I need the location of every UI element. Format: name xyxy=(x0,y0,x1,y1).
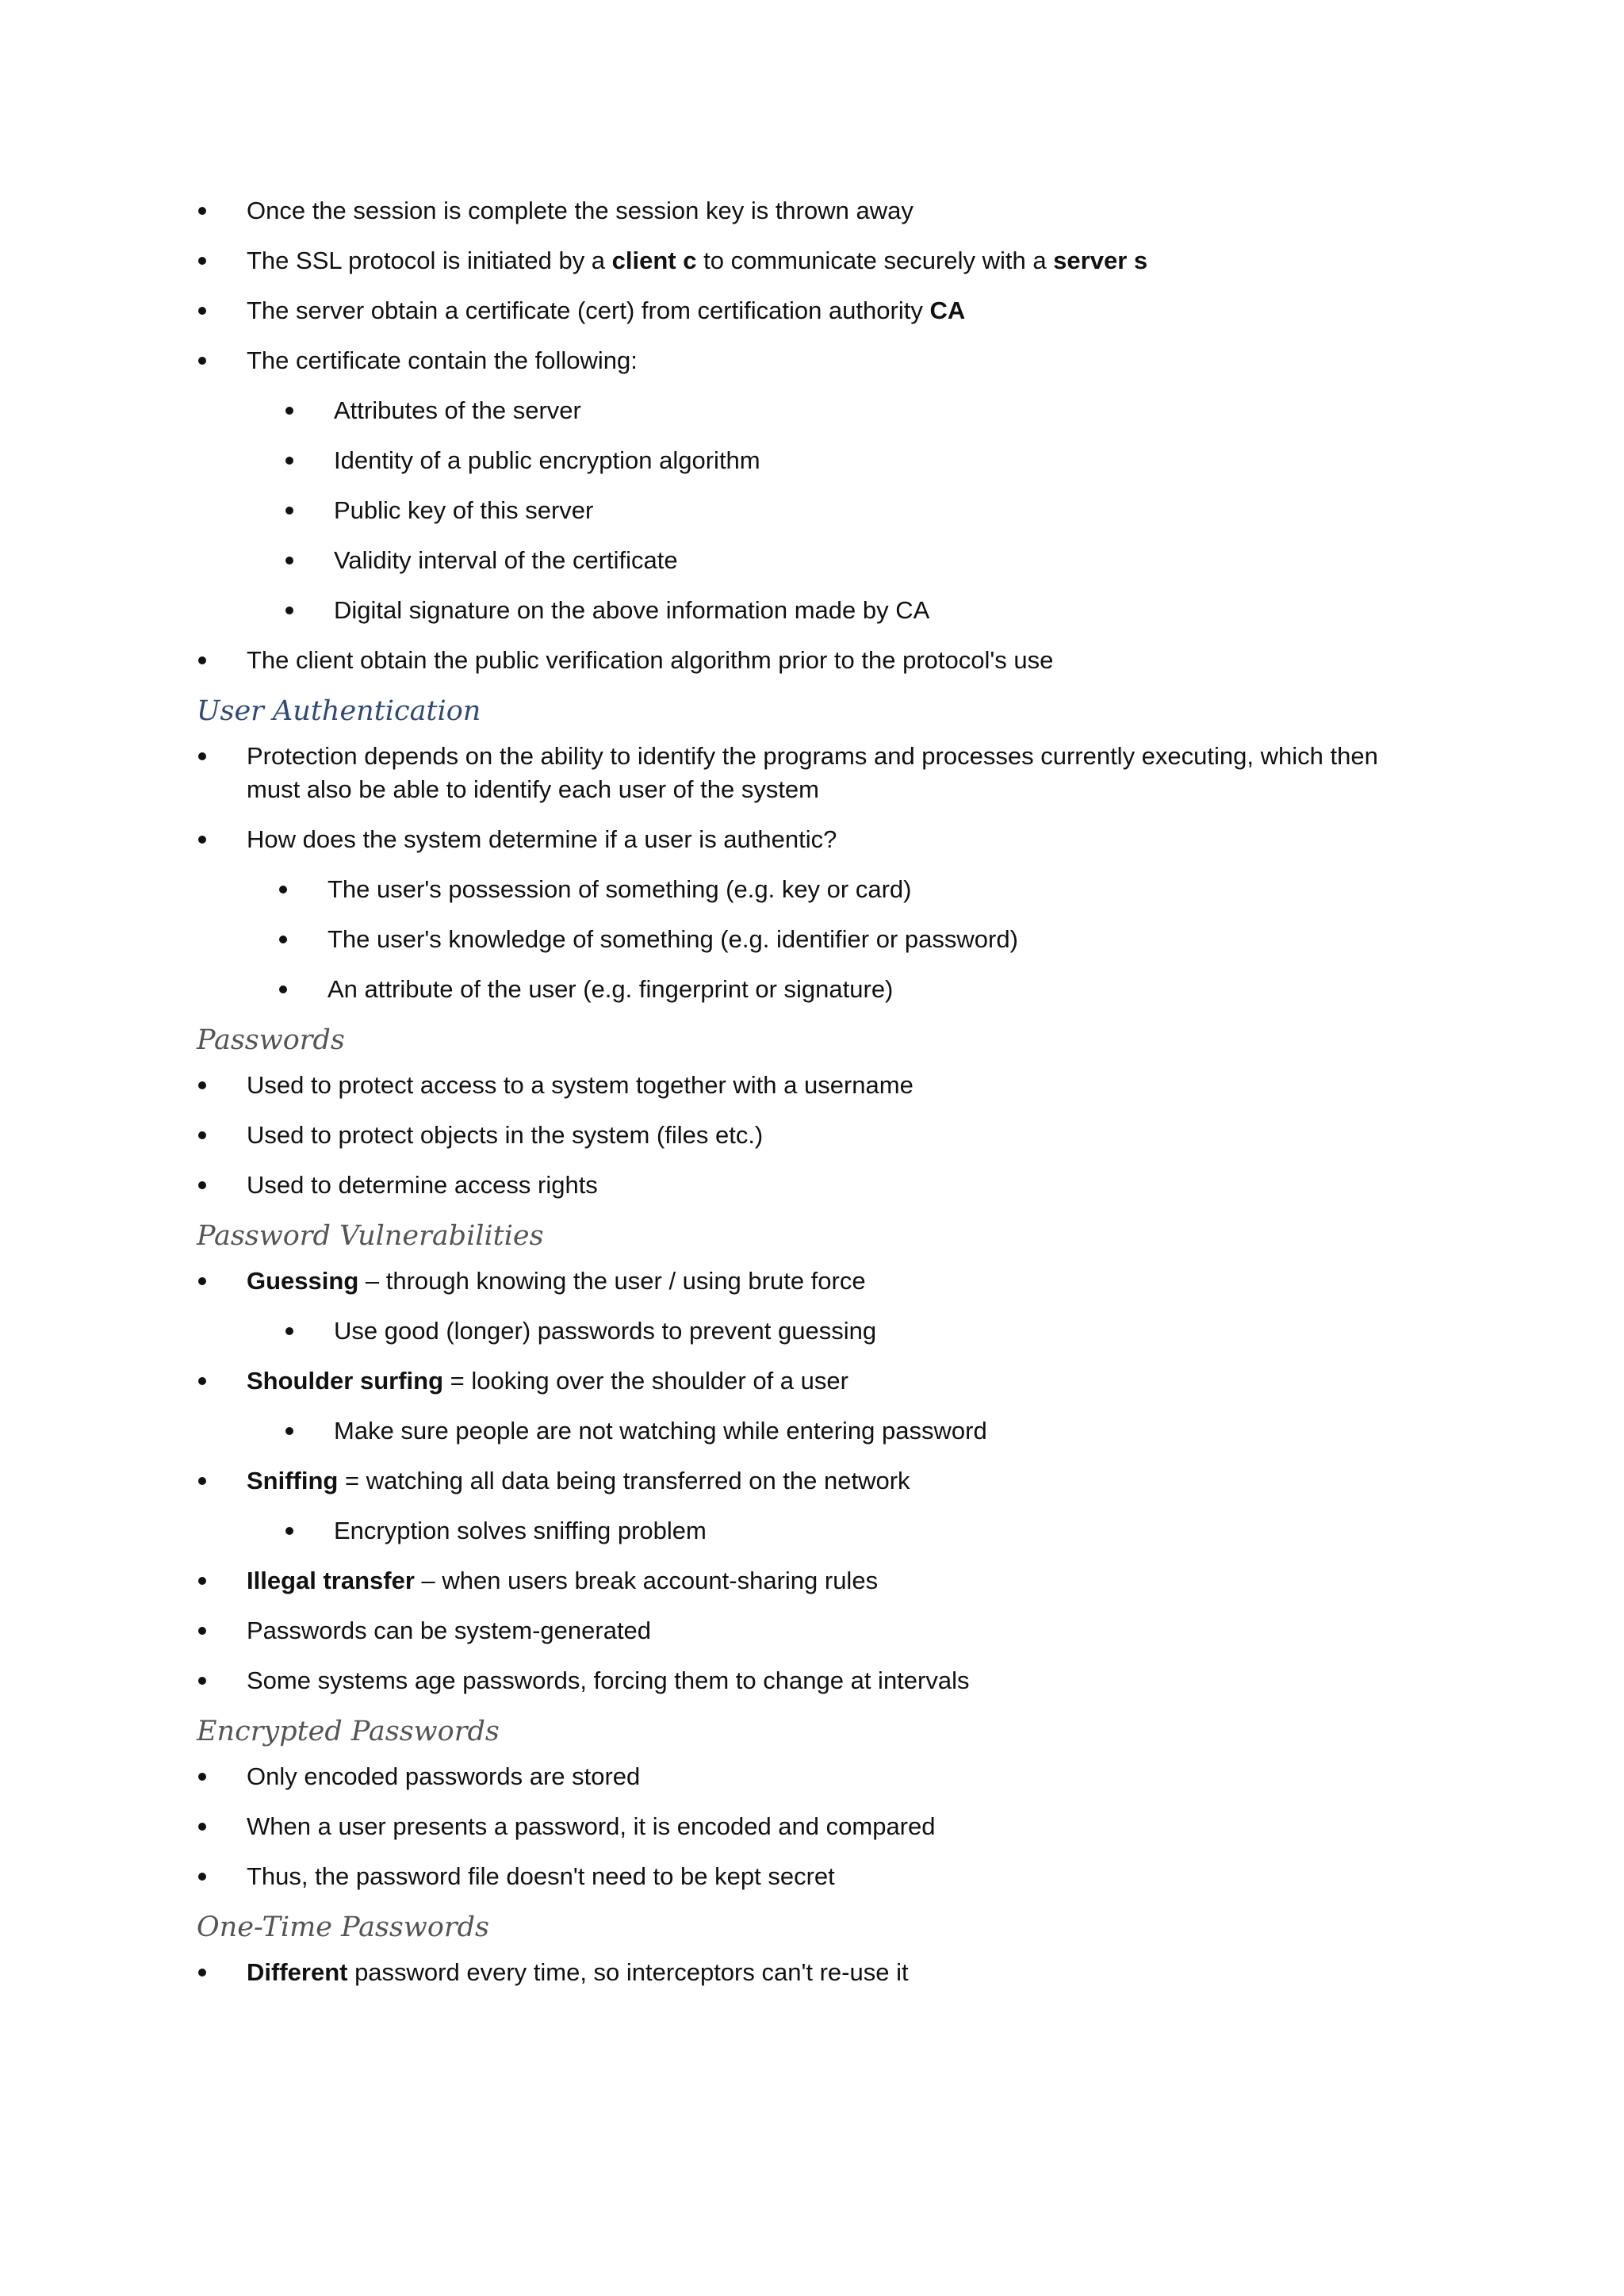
list-item xyxy=(197,294,1434,327)
list-item xyxy=(197,1265,1434,1298)
section-heading-encrypted-passwords: Encrypted Passwords xyxy=(197,1716,500,1747)
item-bold: server s xyxy=(1053,247,1148,274)
item-bold: Illegal transfer xyxy=(247,1567,415,1594)
list-item xyxy=(197,1464,1434,1498)
item-text: password every time, so interceptors can't re-use it xyxy=(347,1958,909,1986)
item-bold: Shoulder surfing xyxy=(247,1367,443,1395)
item-text: to communicate securely with a xyxy=(696,247,1054,274)
item-bold: Guessing xyxy=(247,1267,359,1295)
encrypted-list xyxy=(197,1760,1434,1893)
sub-list-item: The user's possession of something (e.g. key or card) xyxy=(197,873,1434,906)
vulnerabilities-list xyxy=(197,1265,1434,1697)
list-item: The certificate contain the following: xyxy=(197,344,1434,377)
list-item xyxy=(197,1956,1434,1989)
item-text: – through knowing the user / using brute force xyxy=(358,1267,866,1295)
list-item: Passwords can be system-generated xyxy=(197,1614,1434,1647)
list-item: Thus, the password file doesn't need to be kept secret xyxy=(197,1860,1434,1893)
sub-list-item: Make sure people are not watching while entering password xyxy=(197,1414,1434,1448)
list-item: Once the session is complete the session key is thrown away xyxy=(197,194,1434,228)
section-heading-passwords: Passwords xyxy=(197,1024,345,1056)
sub-list-item: The user's knowledge of something (e.g. identifier or password) xyxy=(197,923,1434,956)
sub-list-item: An attribute of the user (e.g. fingerprint or signature) xyxy=(197,973,1434,1006)
list-item xyxy=(197,244,1434,277)
item-bold: CA xyxy=(929,297,966,324)
list-item: The client obtain the public verification algorithm prior to the protocol's use xyxy=(197,644,1434,677)
list-item xyxy=(197,1564,1434,1598)
list-item: Used to protect objects in the system (files etc.) xyxy=(197,1119,1434,1152)
list-item: Protection depends on the ability to identify the programs and processes currently executing, which then must also be able to identify each user of the system xyxy=(197,740,1434,806)
item-text: – when users break account-sharing rules xyxy=(414,1567,879,1594)
item-text: = watching all data being transferred on the network xyxy=(338,1467,910,1494)
passwords-list xyxy=(197,1069,1434,1202)
section-heading-one-time-passwords: One-Time Passwords xyxy=(197,1911,489,1943)
sub-list-item: Use good (longer) passwords to prevent guessing xyxy=(197,1314,1434,1348)
sub-list-item: Encryption solves sniffing problem xyxy=(197,1514,1434,1548)
one-time-list xyxy=(197,1956,1434,1989)
item-text: The server obtain a certificate (cert) from certification authority xyxy=(247,297,930,324)
item-text: = looking over the shoulder of a user xyxy=(443,1367,848,1395)
user-auth-list xyxy=(197,740,1434,1006)
sub-list-item: Validity interval of the certificate xyxy=(197,544,1434,577)
item-bold: Different xyxy=(247,1958,348,1986)
sub-list-item: Public key of this server xyxy=(197,494,1434,527)
list-item xyxy=(197,1364,1434,1398)
sub-list-item: Digital signature on the above information made by CA xyxy=(197,594,1434,627)
sub-list-item: Attributes of the server xyxy=(197,394,1434,427)
list-item: Used to determine access rights xyxy=(197,1169,1434,1202)
section-heading-password-vulnerabilities: Password Vulnerabilities xyxy=(197,1220,544,1252)
list-item: Only encoded passwords are stored xyxy=(197,1760,1434,1793)
list-item: Used to protect access to a system together with a username xyxy=(197,1069,1434,1102)
ssl-list xyxy=(197,194,1434,677)
list-item: Some systems age passwords, forcing them to change at intervals xyxy=(197,1664,1434,1697)
list-item: How does the system determine if a user is authentic? xyxy=(197,823,1434,856)
item-text: The SSL protocol is initiated by a xyxy=(247,247,612,274)
list-item: When a user presents a password, it is encoded and compared xyxy=(197,1810,1434,1843)
item-bold: Sniffing xyxy=(247,1467,339,1494)
section-heading-user-authentication: User Authentication xyxy=(197,695,481,727)
page-content xyxy=(197,194,1434,2006)
sub-list-item: Identity of a public encryption algorithm xyxy=(197,444,1434,477)
item-bold: client c xyxy=(611,247,697,274)
